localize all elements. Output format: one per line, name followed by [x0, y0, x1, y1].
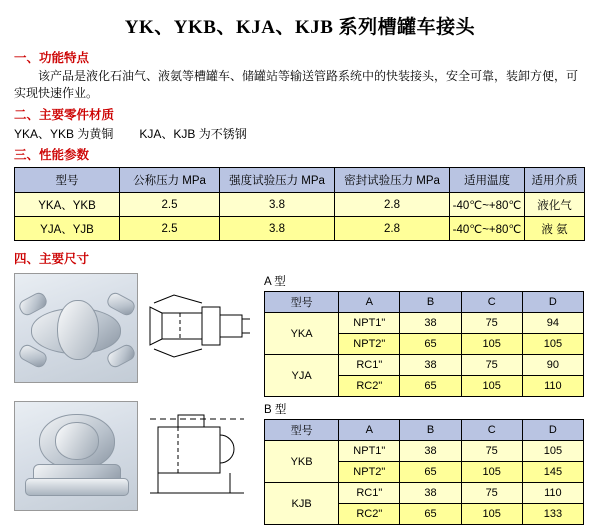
dimension-table-b-wrap: [264, 401, 584, 525]
features-paragraph: 该产品是液化石油气、液氨等槽罐车、储罐站等输送管路系统中的快装接头，安全可靠，装卸方便，可实现快速作业。: [14, 69, 579, 100]
table-header-row: [15, 168, 585, 193]
dimA-r0-c4: 94: [522, 313, 583, 334]
perf-r1-c3: 2.8: [335, 217, 450, 241]
material-line: [14, 125, 600, 142]
dimB-r3-c1: RC2": [339, 504, 400, 525]
dimB-r2-c1: RC1": [339, 483, 400, 504]
dimB-r1-c2: 65: [400, 462, 461, 483]
perf-r1-c4: -40℃~+80℃: [450, 217, 525, 241]
dimension-table-a: [264, 291, 584, 397]
section-head-dimensions: 四、主要尺寸: [14, 252, 90, 266]
section-head-features: 一、功能特点: [14, 51, 90, 65]
perf-r0-c2: 3.8: [220, 193, 335, 217]
dimB-model-0: YKB: [265, 441, 339, 483]
dimA-model-0: YKA: [265, 313, 339, 355]
dimA-model-1: YJA: [265, 355, 339, 397]
type-label-a: A 型: [264, 276, 286, 288]
dimA-r3-c3: 105: [461, 376, 522, 397]
type-label-b: B 型: [264, 404, 287, 416]
perf-th-5: 适用介质: [525, 168, 585, 193]
dimA-r0-c3: 75: [461, 313, 522, 334]
product-photo-b: [14, 401, 138, 511]
table-header-row: [265, 292, 584, 313]
perf-r1-c5: 液 氨: [525, 217, 585, 241]
perf-r0-c3: 2.8: [335, 193, 450, 217]
dimB-th-1: A: [339, 420, 400, 441]
dimension-area: [0, 273, 600, 525]
perf-th-4: 适用温度: [450, 168, 525, 193]
performance-table: [14, 167, 585, 241]
technical-drawing-b: [144, 401, 254, 509]
section-head-material: 二、主要零件材质: [14, 108, 115, 122]
dimB-r0-c1: NPT1": [339, 441, 400, 462]
table-row: [15, 193, 585, 217]
dimA-r0-c2: 38: [400, 313, 461, 334]
dimB-r0-c2: 38: [400, 441, 461, 462]
table-row: [265, 483, 584, 504]
product-photo-a: [14, 273, 138, 383]
dimension-block-a: [14, 273, 600, 397]
dimA-r1-c2: 65: [400, 334, 461, 355]
dimB-r0-c4: 105: [522, 441, 583, 462]
dimB-r1-c4: 145: [522, 462, 583, 483]
dimA-r1-c4: 105: [522, 334, 583, 355]
perf-r1-c0: YJA、YJB: [15, 217, 120, 241]
perf-r0-c4: -40℃~+80℃: [450, 193, 525, 217]
perf-r0-c1: 2.5: [120, 193, 220, 217]
dimB-model-1: KJB: [265, 483, 339, 525]
dimB-r1-c3: 105: [461, 462, 522, 483]
section-head-performance: 三、性能参数: [14, 148, 90, 162]
dimA-th-2: B: [400, 292, 461, 313]
table-row: [15, 217, 585, 241]
dimA-r2-c4: 90: [522, 355, 583, 376]
table-row: [265, 441, 584, 462]
perf-th-3: 密封试验压力 MPa: [335, 168, 450, 193]
dimA-r1-c3: 105: [461, 334, 522, 355]
perf-th-2: 强度试验压力 MPa: [220, 168, 335, 193]
dimA-r2-c3: 75: [461, 355, 522, 376]
perf-r0-c0: YKA、YKB: [15, 193, 120, 217]
dimB-th-4: D: [522, 420, 583, 441]
dimA-r0-c1: NPT1": [339, 313, 400, 334]
perf-th-0: 型号: [15, 168, 120, 193]
dimB-r3-c2: 65: [400, 504, 461, 525]
dimB-r0-c3: 75: [461, 441, 522, 462]
dimB-r2-c2: 38: [400, 483, 461, 504]
dimB-r2-c3: 75: [461, 483, 522, 504]
dimB-th-2: B: [400, 420, 461, 441]
dimA-r3-c4: 110: [522, 376, 583, 397]
drawing-svg-b: [144, 401, 254, 509]
dimA-th-1: A: [339, 292, 400, 313]
dimA-r3-c2: 65: [400, 376, 461, 397]
dimension-block-b: [14, 401, 600, 525]
dimension-table-b: [264, 419, 584, 525]
dimA-r2-c1: RC1": [339, 355, 400, 376]
table-row: [265, 313, 584, 334]
dimA-th-4: D: [522, 292, 583, 313]
dimB-th-3: C: [461, 420, 522, 441]
dimB-r3-c4: 133: [522, 504, 583, 525]
table-row: [265, 355, 584, 376]
dimB-r3-c3: 105: [461, 504, 522, 525]
dimA-r1-c1: NPT2": [339, 334, 400, 355]
drawing-svg-a: [144, 273, 254, 381]
perf-r0-c5: 液化气: [525, 193, 585, 217]
dimB-th-0: 型号: [265, 420, 339, 441]
material-brass: YKA、YKB 为黄铜: [14, 127, 114, 141]
dimA-r3-c1: RC2": [339, 376, 400, 397]
table-header-row: [265, 420, 584, 441]
page-title: YK、YKB、KJA、KJB 系列槽罐车接头: [124, 17, 476, 38]
dimA-r2-c2: 38: [400, 355, 461, 376]
perf-r1-c2: 3.8: [220, 217, 335, 241]
material-steel: KJA、KJB 为不锈钢: [139, 127, 247, 141]
perf-th-1: 公称压力 MPa: [120, 168, 220, 193]
technical-drawing-a: [144, 273, 254, 381]
dimA-th-0: 型号: [265, 292, 339, 313]
dimB-r1-c1: NPT2": [339, 462, 400, 483]
dimension-table-a-wrap: [264, 273, 584, 397]
perf-r1-c1: 2.5: [120, 217, 220, 241]
dimB-r2-c4: 110: [522, 483, 583, 504]
dimA-th-3: C: [461, 292, 522, 313]
